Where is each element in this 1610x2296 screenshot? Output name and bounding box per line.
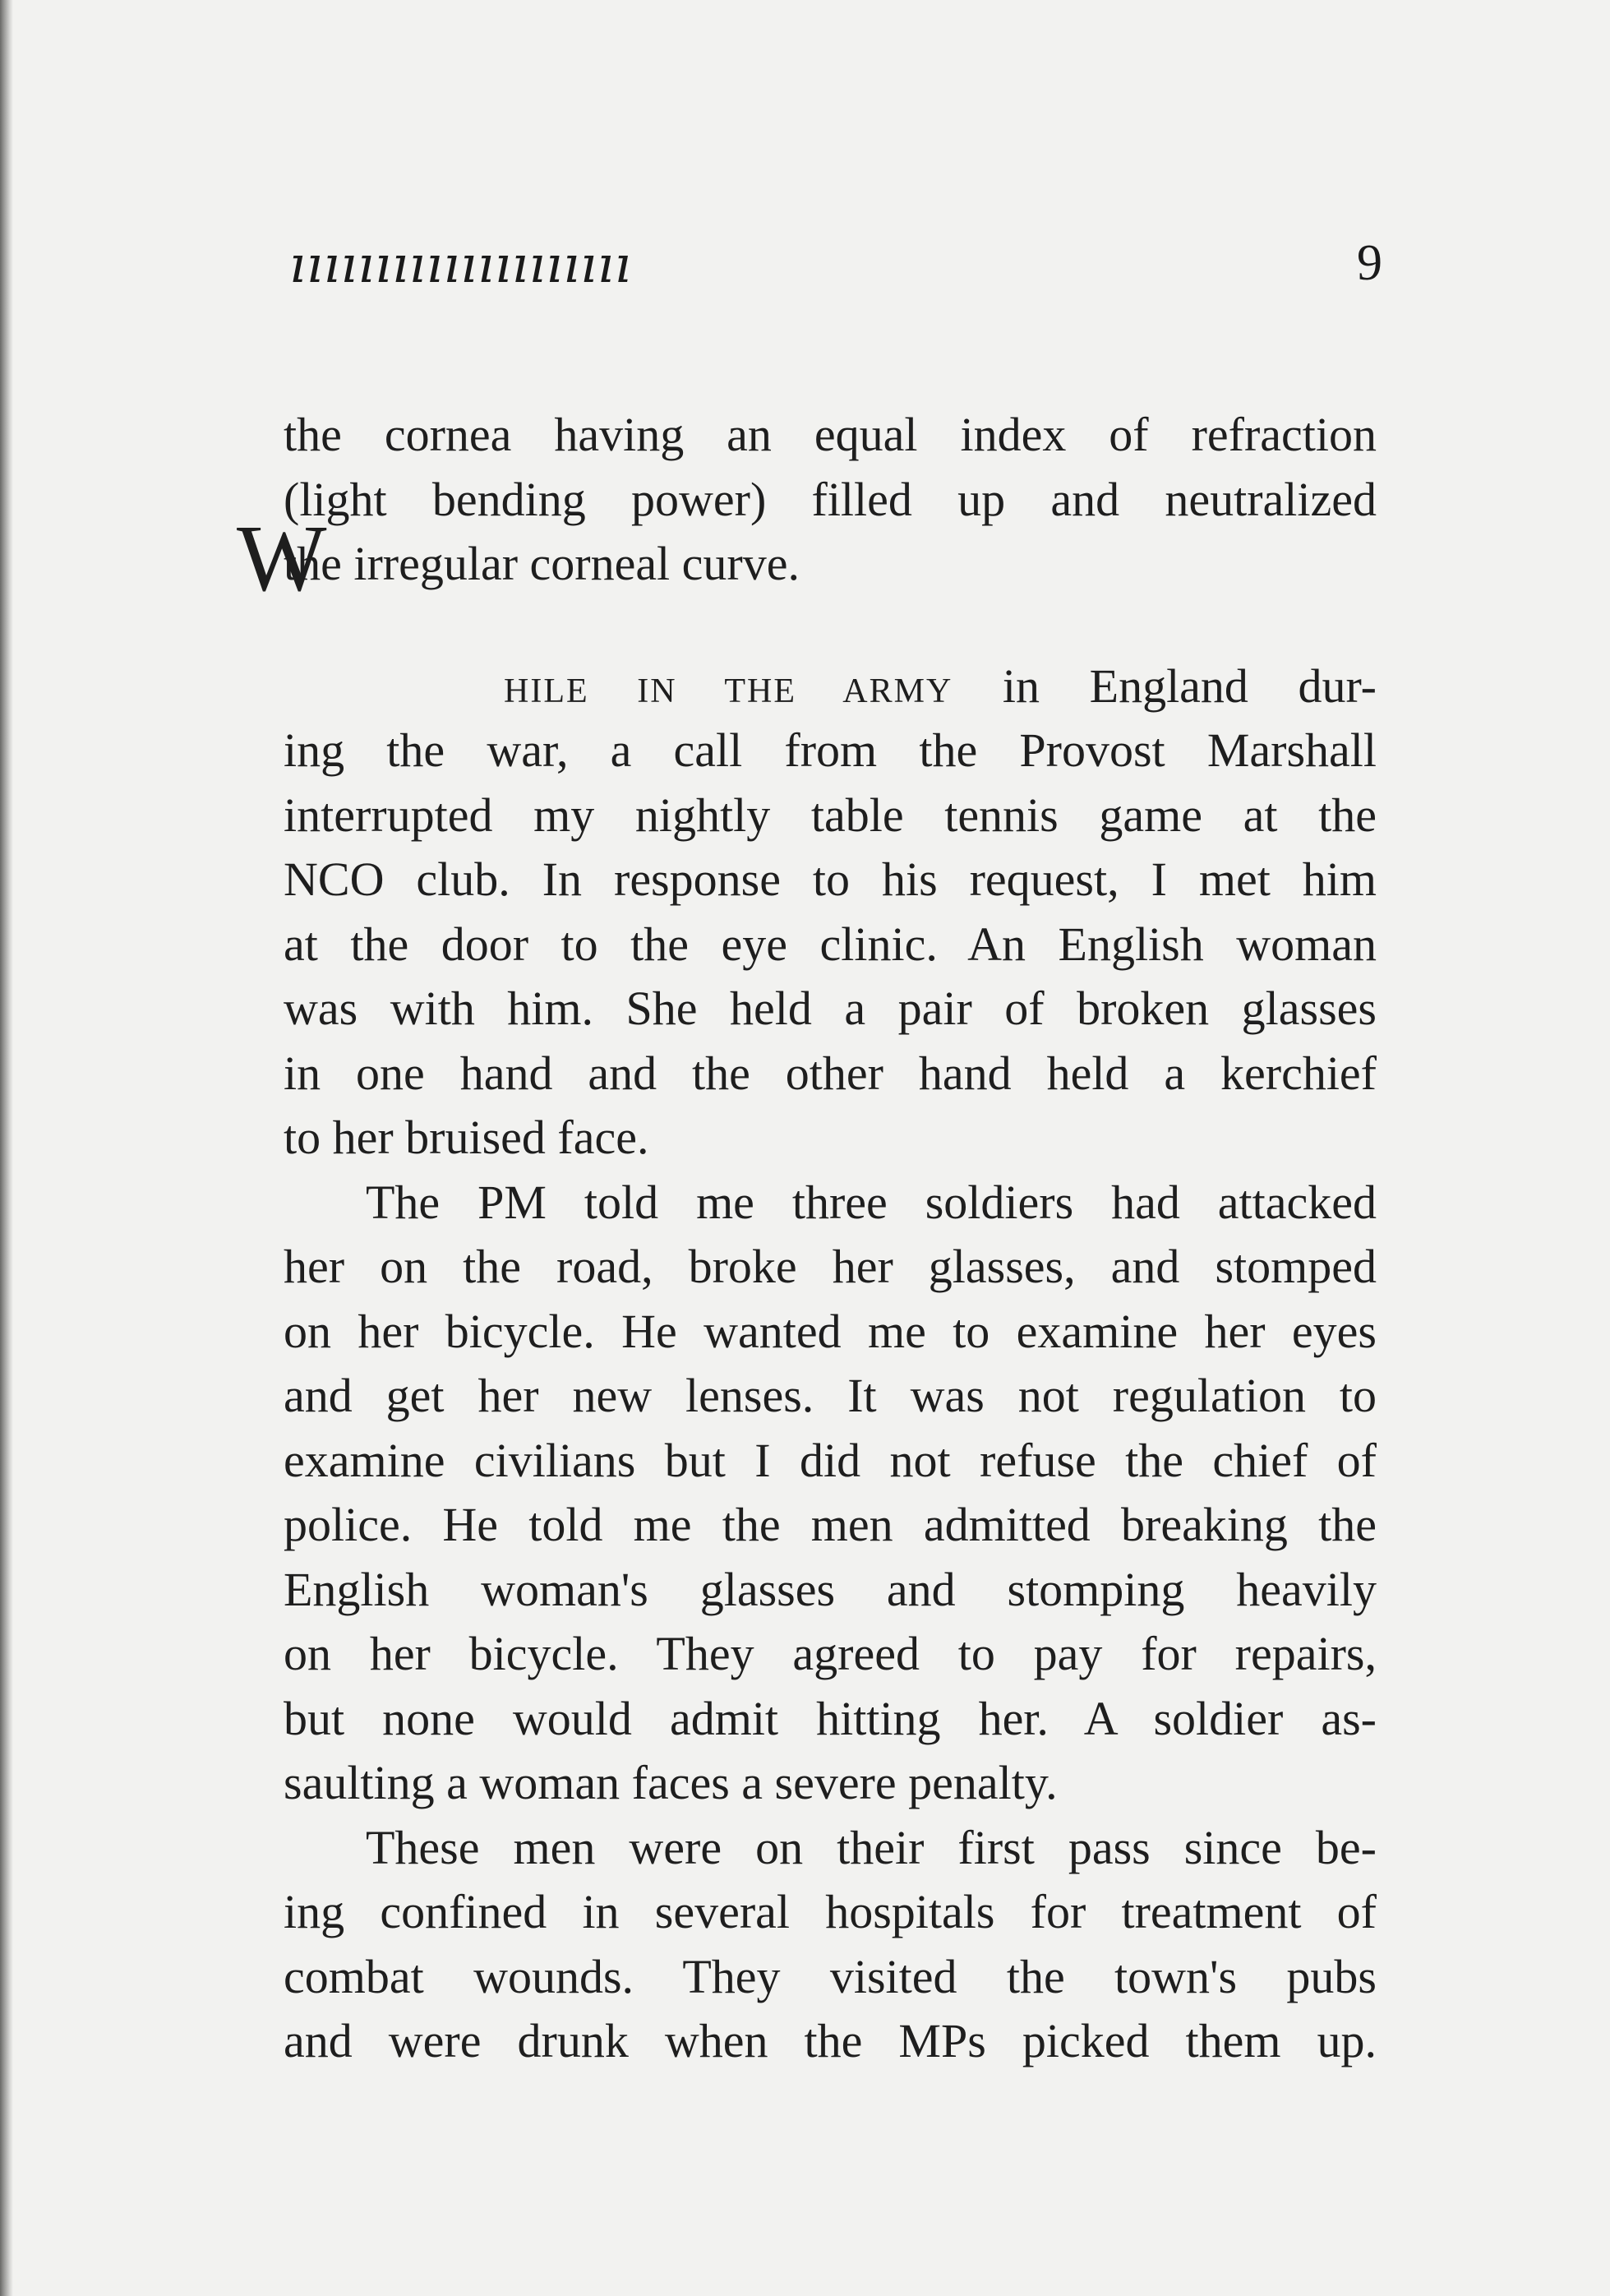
text-line: The PM told me three soldiers had attacked — [366, 1175, 1377, 1229]
text-line: on her bicycle. He wanted me to examine her eyes — [284, 1304, 1377, 1358]
running-head — [289, 234, 1382, 308]
text-line: (light bending power) filled up and neutralized — [284, 472, 1377, 526]
drop-cap: W — [237, 506, 327, 612]
text-line: in one hand and the other hand held a kerchief — [284, 1046, 1377, 1100]
text-line: saulting a woman faces a severe penalty. — [284, 1756, 1058, 1809]
text-line: but none would admit hitting her. A soldier as- — [284, 1691, 1377, 1745]
page-spine-shadow — [0, 0, 13, 2296]
opening-line-rest: in England dur- — [953, 658, 1377, 713]
body-text — [284, 403, 1377, 2074]
text-line: ing confined in several hospitals for treatment of — [284, 1885, 1377, 1938]
text-line: combat wounds. They visited the town's pubs — [284, 1949, 1377, 2003]
text-line: the cornea having an equal index of refraction — [284, 408, 1377, 461]
text-line: English woman's glasses and stomping heavily — [284, 1562, 1377, 1616]
small-caps-lead: HILE IN THE ARMY — [504, 672, 953, 710]
text-line: to her bruised face. — [284, 1111, 649, 1164]
text-line: ing the war, a call from the Provost Marshall — [284, 723, 1377, 777]
text-line: and were drunk when the MPs picked them up. — [284, 2014, 1377, 2067]
text-line: and get her new lenses. It was not regulation to — [284, 1369, 1377, 1422]
text-line: examine civilians but I did not refuse the chief of — [284, 1433, 1377, 1487]
text-line: on her bicycle. They agreed to pay for repairs, — [284, 1627, 1377, 1680]
section-break — [284, 597, 1377, 654]
page-number: 9 — [1357, 235, 1382, 291]
text-line: interrupted my nightly table tennis game at the — [284, 788, 1377, 842]
header-ornament: ıııııııııııııııııııı — [289, 234, 632, 294]
text-line: These men were on their first pass since be- — [366, 1820, 1377, 1874]
text-line: was with him. She held a pair of broken glasses — [284, 982, 1377, 1035]
text-line: NCO club. In response to his request, I met him — [284, 852, 1377, 906]
text-line-opening — [284, 654, 1377, 719]
text-line: her on the road, broke her glasses, and stomped — [284, 1240, 1377, 1293]
text-line: at the door to the eye clinic. An English woman — [284, 917, 1377, 971]
text-line: the irregular corneal curve. — [284, 537, 800, 590]
text-line: police. He told me the men admitted breaking the — [284, 1498, 1377, 1551]
